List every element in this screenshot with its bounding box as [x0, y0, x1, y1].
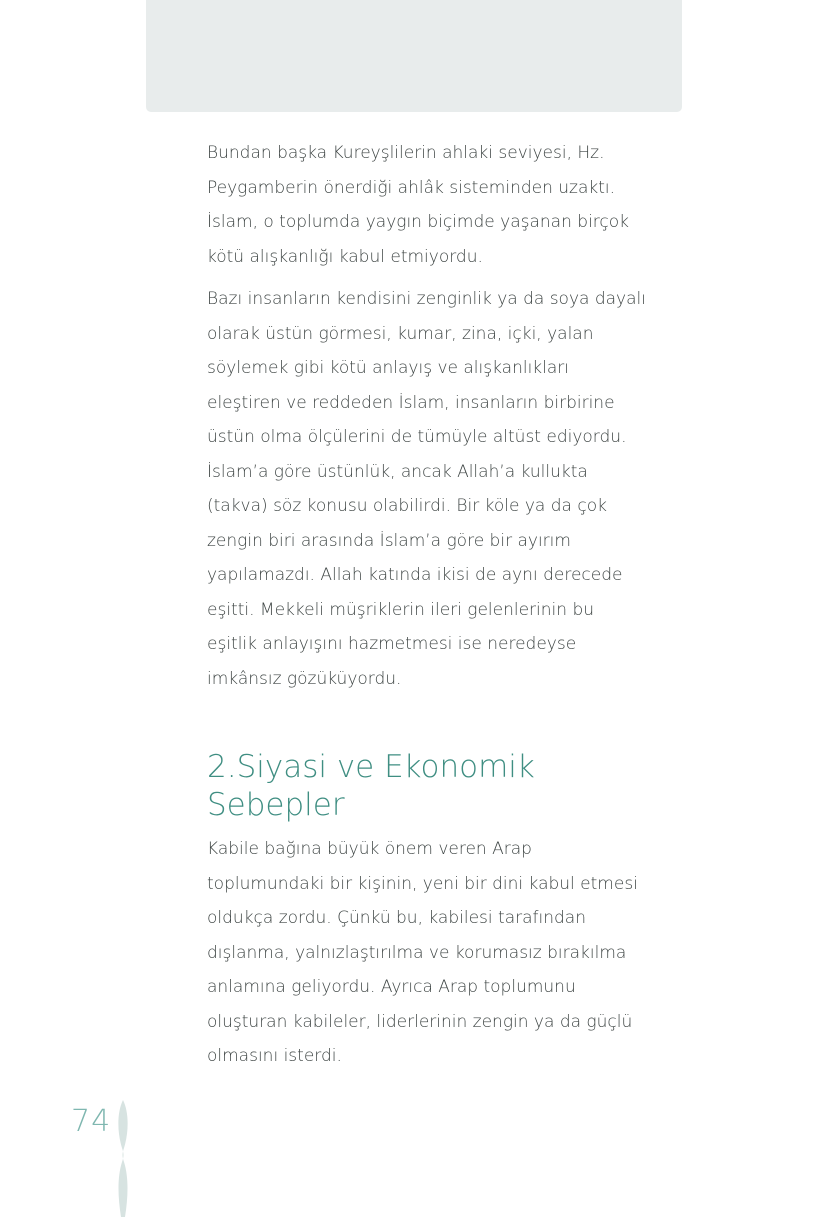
- paragraph-equality: Bazı insanların kendisini zenginlik ya da soya dayalı olarak üstün görmesi, kumar, zina, içki, yalan söylemek gibi kötü anlayış ve alışkanlıkları eleştiren ve reddeden İslam, insanların birbirine üstün olma ölçülerini de tümüyle altüst ediyordu. İslam’a göre üstünlük, ancak Allah’a kullukta (takva) söz konusu olabilirdi. Bir köle ya da çok zengin biri arasında İslam’a göre bir ayırım yapılamazdı. Allah katında ikisi de aynı derecede eşitti. Mekkeli müşriklerin ileri gelenlerinin bu eşitlik anlayışını hazmetmesi ise neredeyse imkânsız gözüküyordu.: [207, 289, 646, 689]
- page-content: [207, 136, 647, 1074]
- paragraph-quraysh-morality: Bundan başka Kureyşlilerin ahlaki seviyesi, Hz. Peygamberin önerdiği ahlâk sisteminden uzaktı. İslam, o toplumda yaygın biçimde yaşanan birçok kötü alışkanlığı kabul etmiyordu.: [207, 143, 629, 267]
- section-heading-line-2: Sebepler: [207, 787, 345, 823]
- paragraph-tribal-bonds: Kabile bağına büyük önem veren Arap toplumundaki bir kişinin, yeni bir dini kabul etmesi oldukça zordu. Çünkü bu, kabilesi tarafından dışlanma, yalnızlaştırılma ve korumasız bırakılma anlamına geliyordu. Ayrıca Arap toplumunu oluşturan kabileler, liderlerinin zengin ya da güçlü olmasını isterdi.: [207, 839, 638, 1066]
- top-image-placeholder: [146, 0, 682, 112]
- page-number: 74: [71, 1104, 112, 1139]
- section-heading-line-1: 2.Siyasi ve Ekonomik: [207, 749, 535, 785]
- page-ornament-icon: [114, 1100, 132, 1217]
- section-heading: [207, 748, 647, 824]
